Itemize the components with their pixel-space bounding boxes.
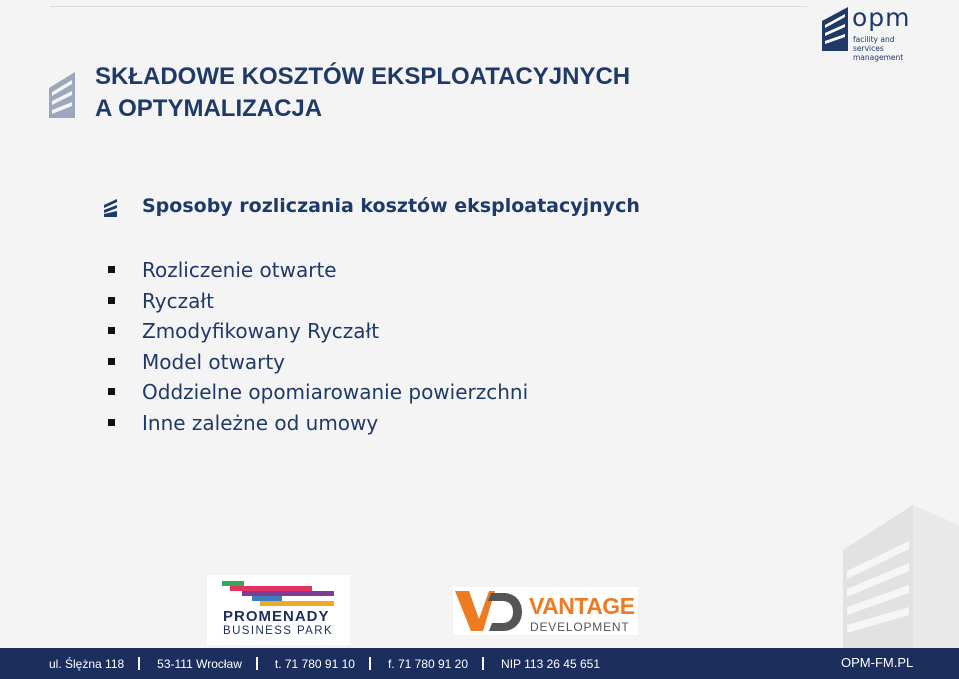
footer-nip: NIP 113 26 45 651 bbox=[501, 657, 601, 671]
section-marker-icon bbox=[104, 199, 117, 217]
title-line-1: SKŁADOWE KOSZTÓW EKSPLOATACYJNYCH bbox=[95, 63, 631, 90]
title-building-icon bbox=[49, 72, 75, 118]
title-line-2: A OPTYMALIZACJA bbox=[95, 95, 323, 122]
footer-bar bbox=[0, 648, 959, 679]
footer-separator bbox=[138, 657, 140, 670]
opm-building-icon bbox=[822, 7, 848, 51]
opm-tagline: facility and services management bbox=[853, 35, 904, 62]
list-item: Model otwarty bbox=[108, 347, 528, 378]
footer-fax: f. 71 780 91 20 bbox=[387, 657, 469, 671]
footer-address: ul. Ślężna 118 bbox=[49, 657, 125, 671]
list-item: Oddzielne opomiarowanie powierzchni bbox=[108, 377, 528, 408]
opm-wordmark: opm bbox=[852, 3, 911, 32]
footer-separator bbox=[369, 657, 371, 670]
vd-monogram-icon bbox=[455, 589, 523, 633]
vantage-name: VANTAGE bbox=[529, 593, 635, 619]
list-item: Ryczałt bbox=[108, 286, 528, 317]
footer-separator bbox=[256, 657, 258, 670]
bullet-square-icon bbox=[108, 358, 115, 365]
section-heading: Sposoby rozliczania kosztów eksploatacyjnych bbox=[142, 195, 640, 217]
bullet-square-icon bbox=[108, 388, 115, 395]
promenady-subtitle: BUSINESS PARK bbox=[223, 625, 334, 637]
footer-contact bbox=[49, 657, 600, 671]
building-watermark bbox=[833, 505, 959, 649]
bullet-square-icon bbox=[108, 327, 115, 334]
list-item: Zmodyfikowany Ryczałt bbox=[108, 316, 528, 347]
footer-phone: t. 71 780 91 10 bbox=[274, 657, 355, 671]
promenady-stripes-icon bbox=[222, 581, 334, 607]
bullet-square-icon bbox=[108, 419, 115, 426]
footer-website-link[interactable]: OPM-FM.PL bbox=[841, 655, 914, 670]
bullet-square-icon bbox=[108, 266, 115, 273]
top-divider bbox=[50, 6, 807, 7]
bullet-square-icon bbox=[108, 297, 115, 304]
list-item: Rozliczenie otwarte bbox=[108, 255, 528, 286]
promenady-business-park-logo bbox=[207, 575, 350, 645]
footer-separator bbox=[482, 657, 484, 670]
bullet-list bbox=[108, 255, 528, 438]
vantage-subtitle: DEVELOPMENT bbox=[530, 620, 630, 634]
promenady-name: PROMENADY bbox=[223, 608, 330, 625]
list-item: Inne zależne od umowy bbox=[108, 408, 528, 439]
slide-title bbox=[95, 61, 630, 125]
footer-city: 53-111 Wrocław bbox=[157, 657, 242, 671]
vantage-development-logo bbox=[453, 587, 638, 635]
opm-logo bbox=[822, 3, 917, 62]
